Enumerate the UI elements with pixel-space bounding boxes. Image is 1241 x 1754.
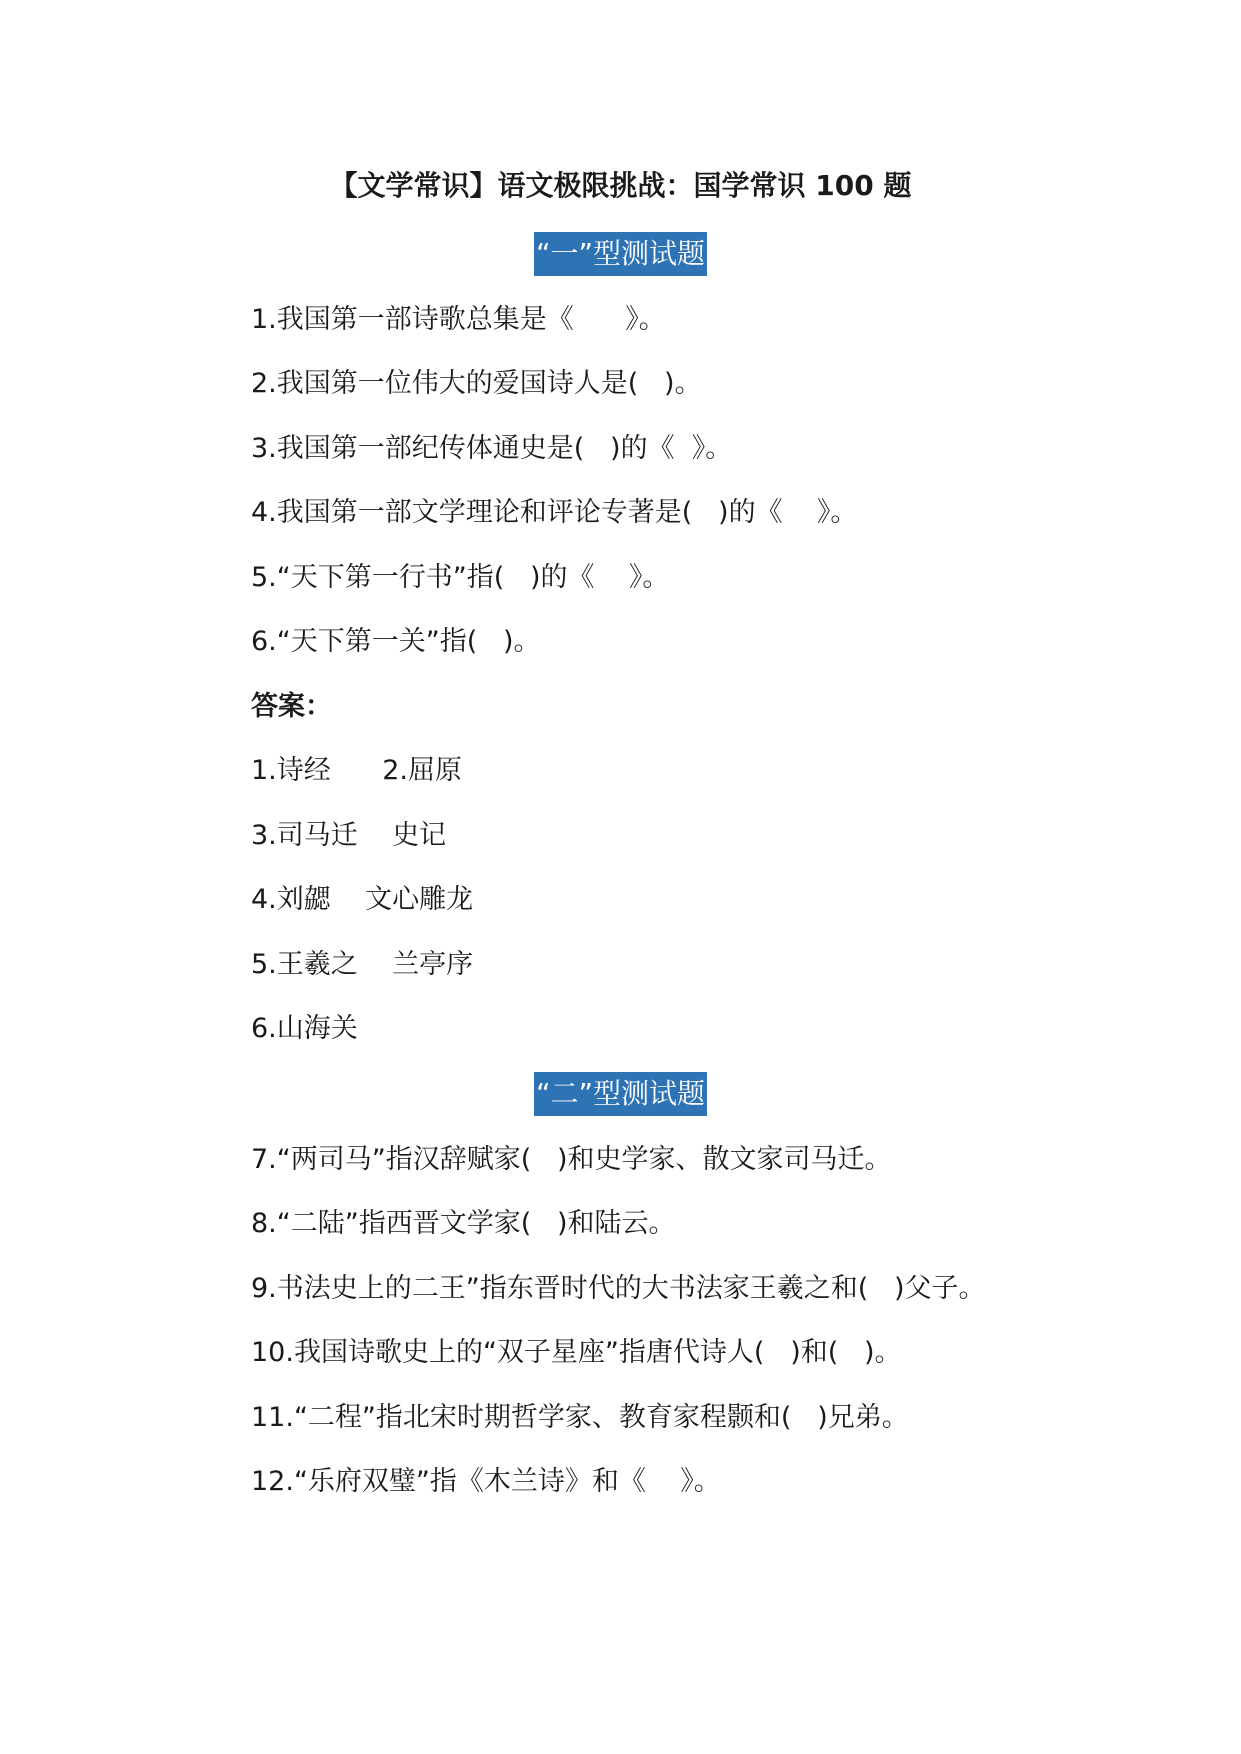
section-heading-1: “一”型测试题	[534, 232, 707, 276]
question-7: 7.“两司马”指汉辞赋家( )和史学家、散文家司马迁。	[251, 1144, 892, 1175]
question-4: 4.我国第一部文学理论和评论专著是( )的《 》。	[251, 497, 858, 528]
question-2: 2.我国第一位伟大的爱国诗人是( )。	[251, 368, 702, 399]
answer-line-3: 4.刘勰 文心雕龙	[251, 884, 474, 915]
question-10: 10.我国诗歌史上的“双子星座”指唐代诗人( )和( )。	[251, 1337, 902, 1368]
question-11: 11.“二程”指北宋时期哲学家、教育家程颢和( )兄弟。	[251, 1402, 909, 1433]
section-heading-1-wrap	[0, 232, 1241, 276]
document-title: 【文学常识】语文极限挑战：国学常识 100 题	[329, 169, 912, 202]
question-8: 8.“二陆”指西晋文学家( )和陆云。	[251, 1208, 676, 1239]
answer-line-5: 6.山海关	[251, 1013, 358, 1044]
question-3: 3.我国第一部纪传体通史是( )的《 》。	[251, 433, 733, 464]
question-5: 5.“天下第一行书”指( )的《 》。	[251, 562, 670, 593]
question-12: 12.“乐府双璧”指《木兰诗》和《 》。	[251, 1466, 721, 1497]
section-heading-2-wrap	[0, 1072, 1241, 1116]
question-9: 9.书法史上的二王”指东晋时代的大书法家王羲之和( )父子。	[251, 1273, 986, 1304]
question-1: 1.我国第一部诗歌总集是《 》。	[251, 304, 666, 335]
question-6: 6.“天下第一关”指( )。	[251, 626, 541, 657]
answer-line-2: 3.司马迁 史记	[251, 820, 447, 851]
answer-line-1: 1.诗经 2.屈原	[251, 755, 463, 786]
section-heading-2: “二”型测试题	[534, 1072, 707, 1116]
answer-label: 答案：	[251, 691, 332, 722]
answer-line-4: 5.王羲之 兰亭序	[251, 949, 474, 980]
